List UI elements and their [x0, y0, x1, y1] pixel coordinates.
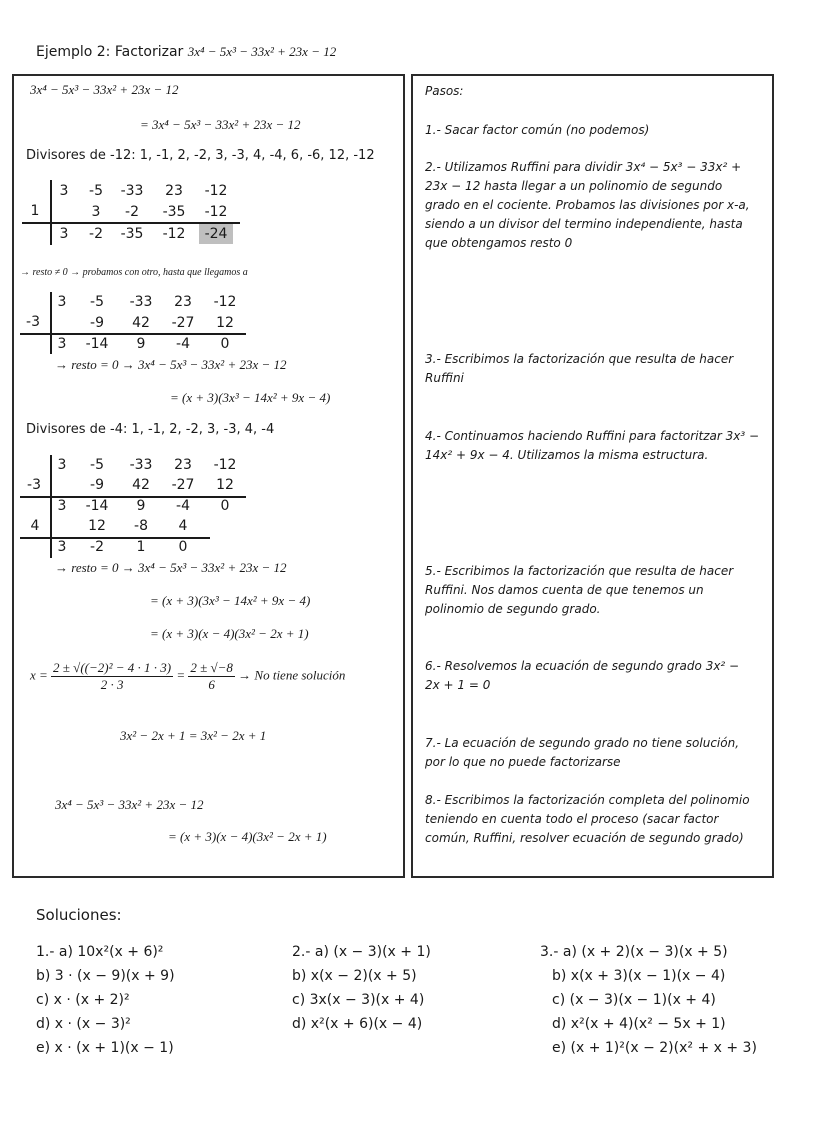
sol-3e: e) (x + 1)²(x − 2)(x² + x + 3) [552, 1040, 757, 1056]
ruffini2-r1c5: -12 [213, 294, 237, 310]
ruffini2-hline [20, 333, 246, 335]
ruffini1-r3c4: -12 [162, 226, 186, 242]
quad-num-2: 2 ± √−8 [190, 660, 233, 675]
ruffini2-divisor: -3 [26, 314, 40, 330]
ruffini2-vline [50, 292, 52, 354]
ruffini3-r3c2: -14 [85, 498, 109, 514]
ruffini3-r3c5: 0 [220, 498, 230, 514]
ruffini1-r1c4: 23 [165, 183, 183, 199]
step-1: 1.- Sacar factor común (no podemos) [425, 123, 650, 137]
sol-1d: d) x · (x − 3)² [36, 1016, 131, 1032]
ruffini1-r2c3: -2 [125, 204, 139, 220]
ruffini2-r3c3: 9 [136, 336, 146, 352]
ruffini3-divisor1: -3 [27, 477, 41, 493]
ruffini3-r3c4: -4 [176, 498, 190, 514]
ruffini1-r1c3: -33 [120, 183, 144, 199]
ruffini3-r4c2: 12 [88, 518, 106, 534]
quad-den-1: 2 · 3 [100, 677, 124, 692]
ruffini3-r1c4: 23 [174, 457, 192, 473]
ruffini2-r1c1: 3 [57, 294, 67, 310]
ruffini1-vline [50, 180, 52, 245]
ruffini1-r1c5: -12 [204, 183, 228, 199]
ruffini1-hline [22, 222, 240, 224]
resto0-b: → resto = 0 → 3x⁴ − 5x³ − 33x² + 23x − 12 [55, 560, 287, 575]
ruffini3-hline1 [20, 496, 246, 498]
step-7: 7.- La ecuación de segundo grado no tiene solución, por lo que no puede factorizarse [425, 736, 740, 769]
final-factor: = (x + 3)(x − 4)(3x² − 2x + 1) [168, 829, 327, 844]
ruffini3-r5c4: 0 [178, 539, 188, 555]
ruffini3-r1c2: -5 [90, 457, 104, 473]
ruffini3-r5c1: 3 [57, 539, 67, 555]
sol-3d: d) x²(x + 4)(x² − 5x + 1) [552, 1016, 726, 1032]
title-prefix: Ejemplo 2: Factorizar [36, 44, 184, 60]
ruffini1-r2c2: 3 [91, 204, 101, 220]
ruffini2-r2c3: 42 [132, 315, 150, 331]
sol-1a: 1.- a) 10x²(x + 6)² [36, 944, 164, 960]
ruffini2-r1c4: 23 [174, 294, 192, 310]
divisors-4: Divisores de -4: 1, -1, 2, -2, 3, -3, 4, -4 [26, 422, 275, 437]
ruffini1-r2c4: -35 [162, 204, 186, 220]
ruffini2-r3c1: 3 [57, 336, 67, 352]
divisors-12: Divisores de -12: 1, -1, 2, -2, 3, -3, 4, -4, 6, -6, 12, -12 [26, 148, 375, 163]
ruffini2-r2c4: -27 [171, 315, 195, 331]
ruffini1-r2c5: -12 [204, 204, 228, 220]
ruffini3-r4c4: 4 [178, 518, 188, 534]
sol-3a: 3.- a) (x + 2)(x − 3)(x + 5) [540, 944, 728, 960]
ruffini3-r3c1: 3 [57, 498, 67, 514]
ruffini2-r3c5: 0 [220, 336, 230, 352]
ruffini3-r2c4: -27 [171, 477, 195, 493]
step-8: 8.- Escribimos la factorización completa del polinomio teniendo en cuenta todo el proceso (sacar factor común, Ruffini, resolver ecuación de segundo grado) [425, 793, 750, 845]
ruffini3-hline2 [20, 537, 210, 539]
quad-equals: = [176, 667, 186, 683]
step-4: 4.- Continuamos haciendo Ruffini para factoritzar 3x³ − 14x² + 9x − 4. Utilizamos la misma estructura. [425, 429, 760, 462]
ruffini2-r2c5: 12 [216, 315, 234, 331]
ruffini3-r1c1: 3 [57, 457, 67, 473]
ruffini2-r3c2: -14 [85, 336, 109, 352]
sol-1b: b) 3 · (x − 9)(x + 9) [36, 968, 175, 984]
ruffini1-divisor: 1 [30, 203, 40, 219]
factor-b1: = (x + 3)(3x³ − 14x² + 9x − 4) [150, 593, 311, 608]
title-polynomial: 3x⁴ − 5x³ − 33x² + 23x − 12 [187, 44, 337, 59]
ruffini3-r2c2: -9 [90, 477, 104, 493]
resto0-a: → resto = 0 → 3x⁴ − 5x³ − 33x² + 23x − 12 [55, 357, 287, 372]
sol-3b: b) x(x + 3)(x − 1)(x − 4) [552, 968, 726, 984]
ruffini3-r2c3: 42 [132, 477, 150, 493]
quad-fraction-1 [51, 660, 173, 693]
ruffini3-r1c3: -33 [129, 457, 153, 473]
quad-x: x = [30, 667, 48, 683]
ruffini2-r3c4: -4 [176, 336, 190, 352]
steps-title: Pasos: [425, 84, 464, 98]
step-6: 6.- Resolvemos la ecuación de segundo grado 3x² − 2x + 1 = 0 [425, 659, 740, 692]
sol-2b: b) x(x − 2)(x + 5) [292, 968, 417, 984]
poly-eq: = 3x⁴ − 5x³ − 33x² + 23x − 12 [140, 117, 301, 132]
ruffini1-r3c3: -35 [120, 226, 144, 242]
ruffini1-r1c2: -5 [89, 183, 103, 199]
poly-top: 3x⁴ − 5x³ − 33x² + 23x − 12 [30, 82, 179, 97]
step-2: 2.- Utilizamos Ruffini para dividir 3x⁴ − 5x³ − 33x² + 23x − 12 hasta llegar a un polinomio de segundo grado en el cociente. Probamos las divisiones por x-a, siendo a un divisor del termino independiente, hasta que obtengamos resto 0 [425, 160, 750, 250]
quad-result: → No tiene solución [238, 667, 346, 683]
ruffini3-vline [50, 455, 52, 558]
ruffini3-r5c3: 1 [136, 539, 146, 555]
sol-1e: e) x · (x + 1)(x − 1) [36, 1040, 174, 1056]
factor-b2: = (x + 3)(x − 4)(3x² − 2x + 1) [150, 626, 309, 641]
sol-3c: c) (x − 3)(x − 1)(x + 4) [552, 992, 716, 1008]
sol-2d: d) x²(x + 6)(x − 4) [292, 1016, 423, 1032]
quad-num-1: 2 ± √((−2)² − 4 · 1 · 3) [53, 660, 172, 675]
step-5: 5.- Escribimos la factorización que resulta de hacer Ruffini. Nos damos cuenta de que tenemos un polinomio de segundo grado. [425, 564, 734, 616]
sol-2a: 2.- a) (x − 3)(x + 1) [292, 944, 431, 960]
ruffini2-r1c3: -33 [129, 294, 153, 310]
final-poly: 3x⁴ − 5x³ − 33x² + 23x − 12 [55, 797, 204, 812]
solutions-title: Soluciones: [36, 906, 122, 924]
ruffini2-r2c2: -9 [90, 315, 104, 331]
ruffini3-r5c2: -2 [90, 539, 104, 555]
ruffini3-r2c5: 12 [216, 477, 234, 493]
ruffini1-r3c2: -2 [89, 226, 103, 242]
quad-identity: 3x² − 2x + 1 = 3x² − 2x + 1 [120, 728, 267, 743]
quad-den-2: 6 [208, 677, 215, 692]
ruffini3-r1c5: -12 [213, 457, 237, 473]
ruffini3-divisor2: 4 [30, 518, 40, 534]
step-3: 3.- Escribimos la factorización que resulta de hacer Ruffini [425, 352, 734, 385]
quad-fraction-2 [188, 660, 235, 693]
ruffini1-remainder: -24 [199, 224, 233, 244]
factor-a: = (x + 3)(3x³ − 14x² + 9x − 4) [170, 390, 331, 405]
page-title [36, 44, 336, 60]
ruffini3-r4c3: -8 [134, 518, 148, 534]
sol-2c: c) 3x(x − 3)(x + 4) [292, 992, 425, 1008]
sol-1c: c) x · (x + 2)² [36, 992, 130, 1008]
ruffini2-r1c2: -5 [90, 294, 104, 310]
ruffini3-r3c3: 9 [136, 498, 146, 514]
resto-note: → resto ≠ 0 → probamos con otro, hasta que llegamos a [20, 267, 248, 278]
ruffini1-r3c1: 3 [59, 226, 69, 242]
ruffini1-r1c1: 3 [59, 183, 69, 199]
quadratic-formula [30, 660, 345, 693]
